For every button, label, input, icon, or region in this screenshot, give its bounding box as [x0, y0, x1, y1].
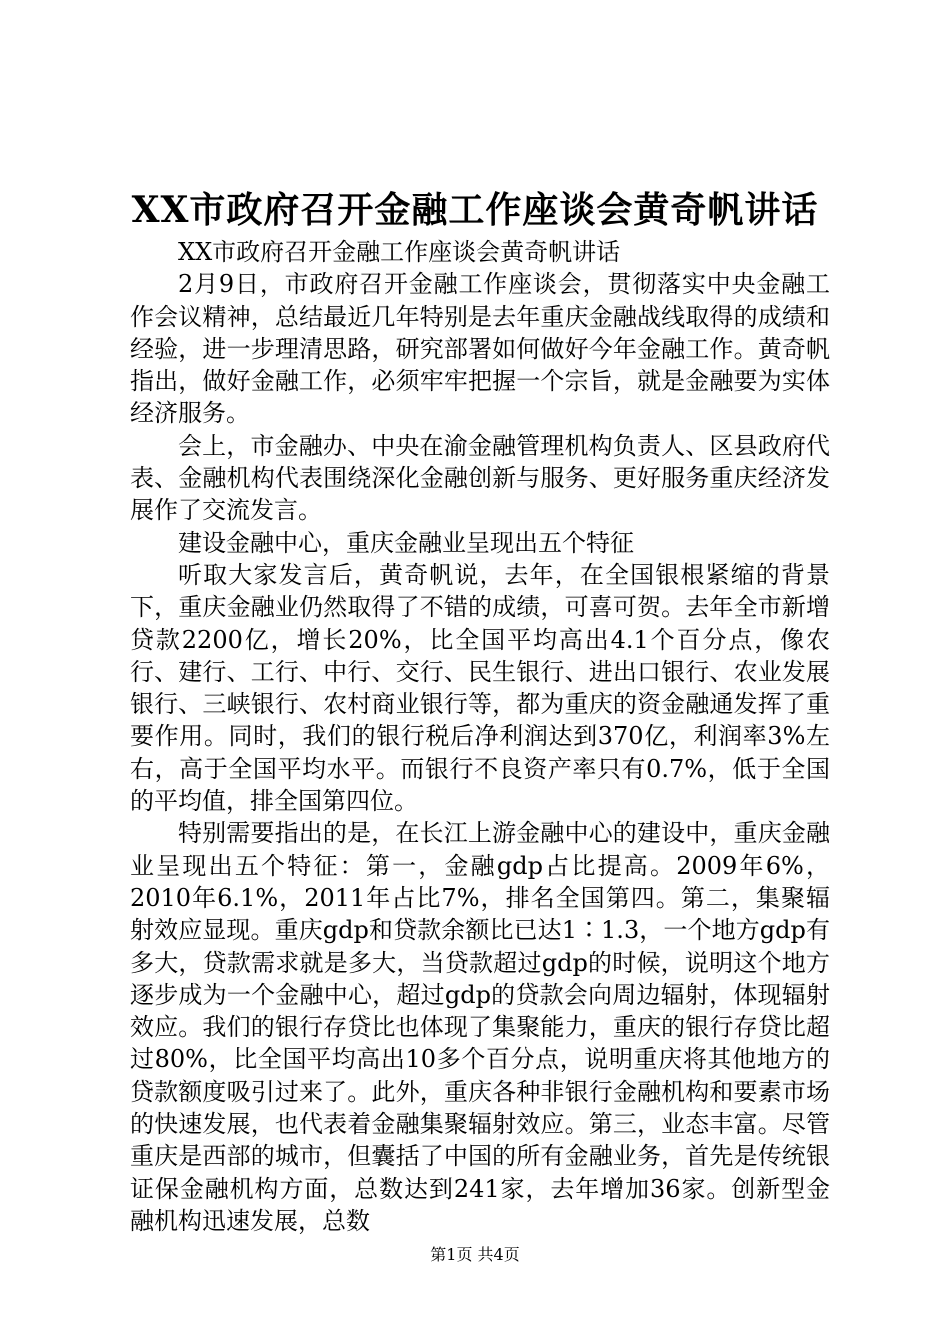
paragraph: 听取大家发言后，黄奇帆说，去年，在全国银根紧缩的背景下，重庆金融业仍然取得了不错的成绩，可喜可贺。去年全市新增贷款2200亿，增长20%，比全国平均高出4.1个百分点，像农行、建行、工行、中行、交行、民生银行、进出口银行、农业发展银行、三峡银行、农村商业银行等，都为重庆的资金融通发挥了重要作用。同时，我们的银行税后净利润达到370亿，利润率3%左右，高于全国平均水平。而银行不良资产率只有0.7%，低于全国的平均值，排全国第四位。: [130, 560, 830, 816]
section-heading: 建设金融中心，重庆金融业呈现出五个特征: [178, 528, 634, 557]
document-title: XX市政府召开金融工作座谈会黄奇帆讲话: [131, 189, 819, 231]
document-body: [130, 236, 830, 1237]
paragraph: 2月9日，市政府召开金融工作座谈会，贯彻落实中央金融工作会议精神，总结最近几年特别是去年重庆金融战线取得的成绩和经验，进一步理清思路，研究部署如何做好今年金融工作。黄奇帆指出，做好金融工作，必须牢牢把握一个宗旨，就是金融要为实体经济服务。: [130, 270, 830, 428]
paragraph-subtitle: XX市政府召开金融工作座谈会黄奇帆讲话: [178, 238, 621, 266]
page-footer: 第1页 共4页: [430, 1245, 520, 1264]
paragraph: 会上，市金融办、中央在渝金融管理机构负责人、区县政府代表、金融机构代表围绕深化金融创新与服务、更好服务重庆经济发展作了交流发言。: [130, 431, 830, 525]
paragraph: 特别需要指出的是，在长江上游金融中心的建设中，重庆金融业呈现出五个特征：第一，金融gdp占比提高。2009年6%，2010年6.1%，2011年占比7%，排名全国第四。第二，集聚辐射效应显现。重庆gdp和贷款余额比已达1∶1.3，一个地方gdp有多大，贷款需求就是多大，当贷款超过gdp的时候，说明这个地方逐步成为一个金融中心，超过gdp的贷款会向周边辐射，体现辐射效应。我们的银行存贷比也体现了集聚能力，重庆的银行存贷比超过80%，比全国平均高出10多个百分点，说明重庆将其他地方的贷款额度吸引过来了。此外，重庆各种非银行金融机构和要素市场的快速发展，也代表着金融集聚辐射效应。第三，业态丰富。尽管重庆是西部的城市，但囊括了中国的所有金融业务，首先是传统银证保金融机构方面，总数达到241家，去年增加36家。创新型金融机构迅速发展，总数: [130, 819, 830, 1235]
